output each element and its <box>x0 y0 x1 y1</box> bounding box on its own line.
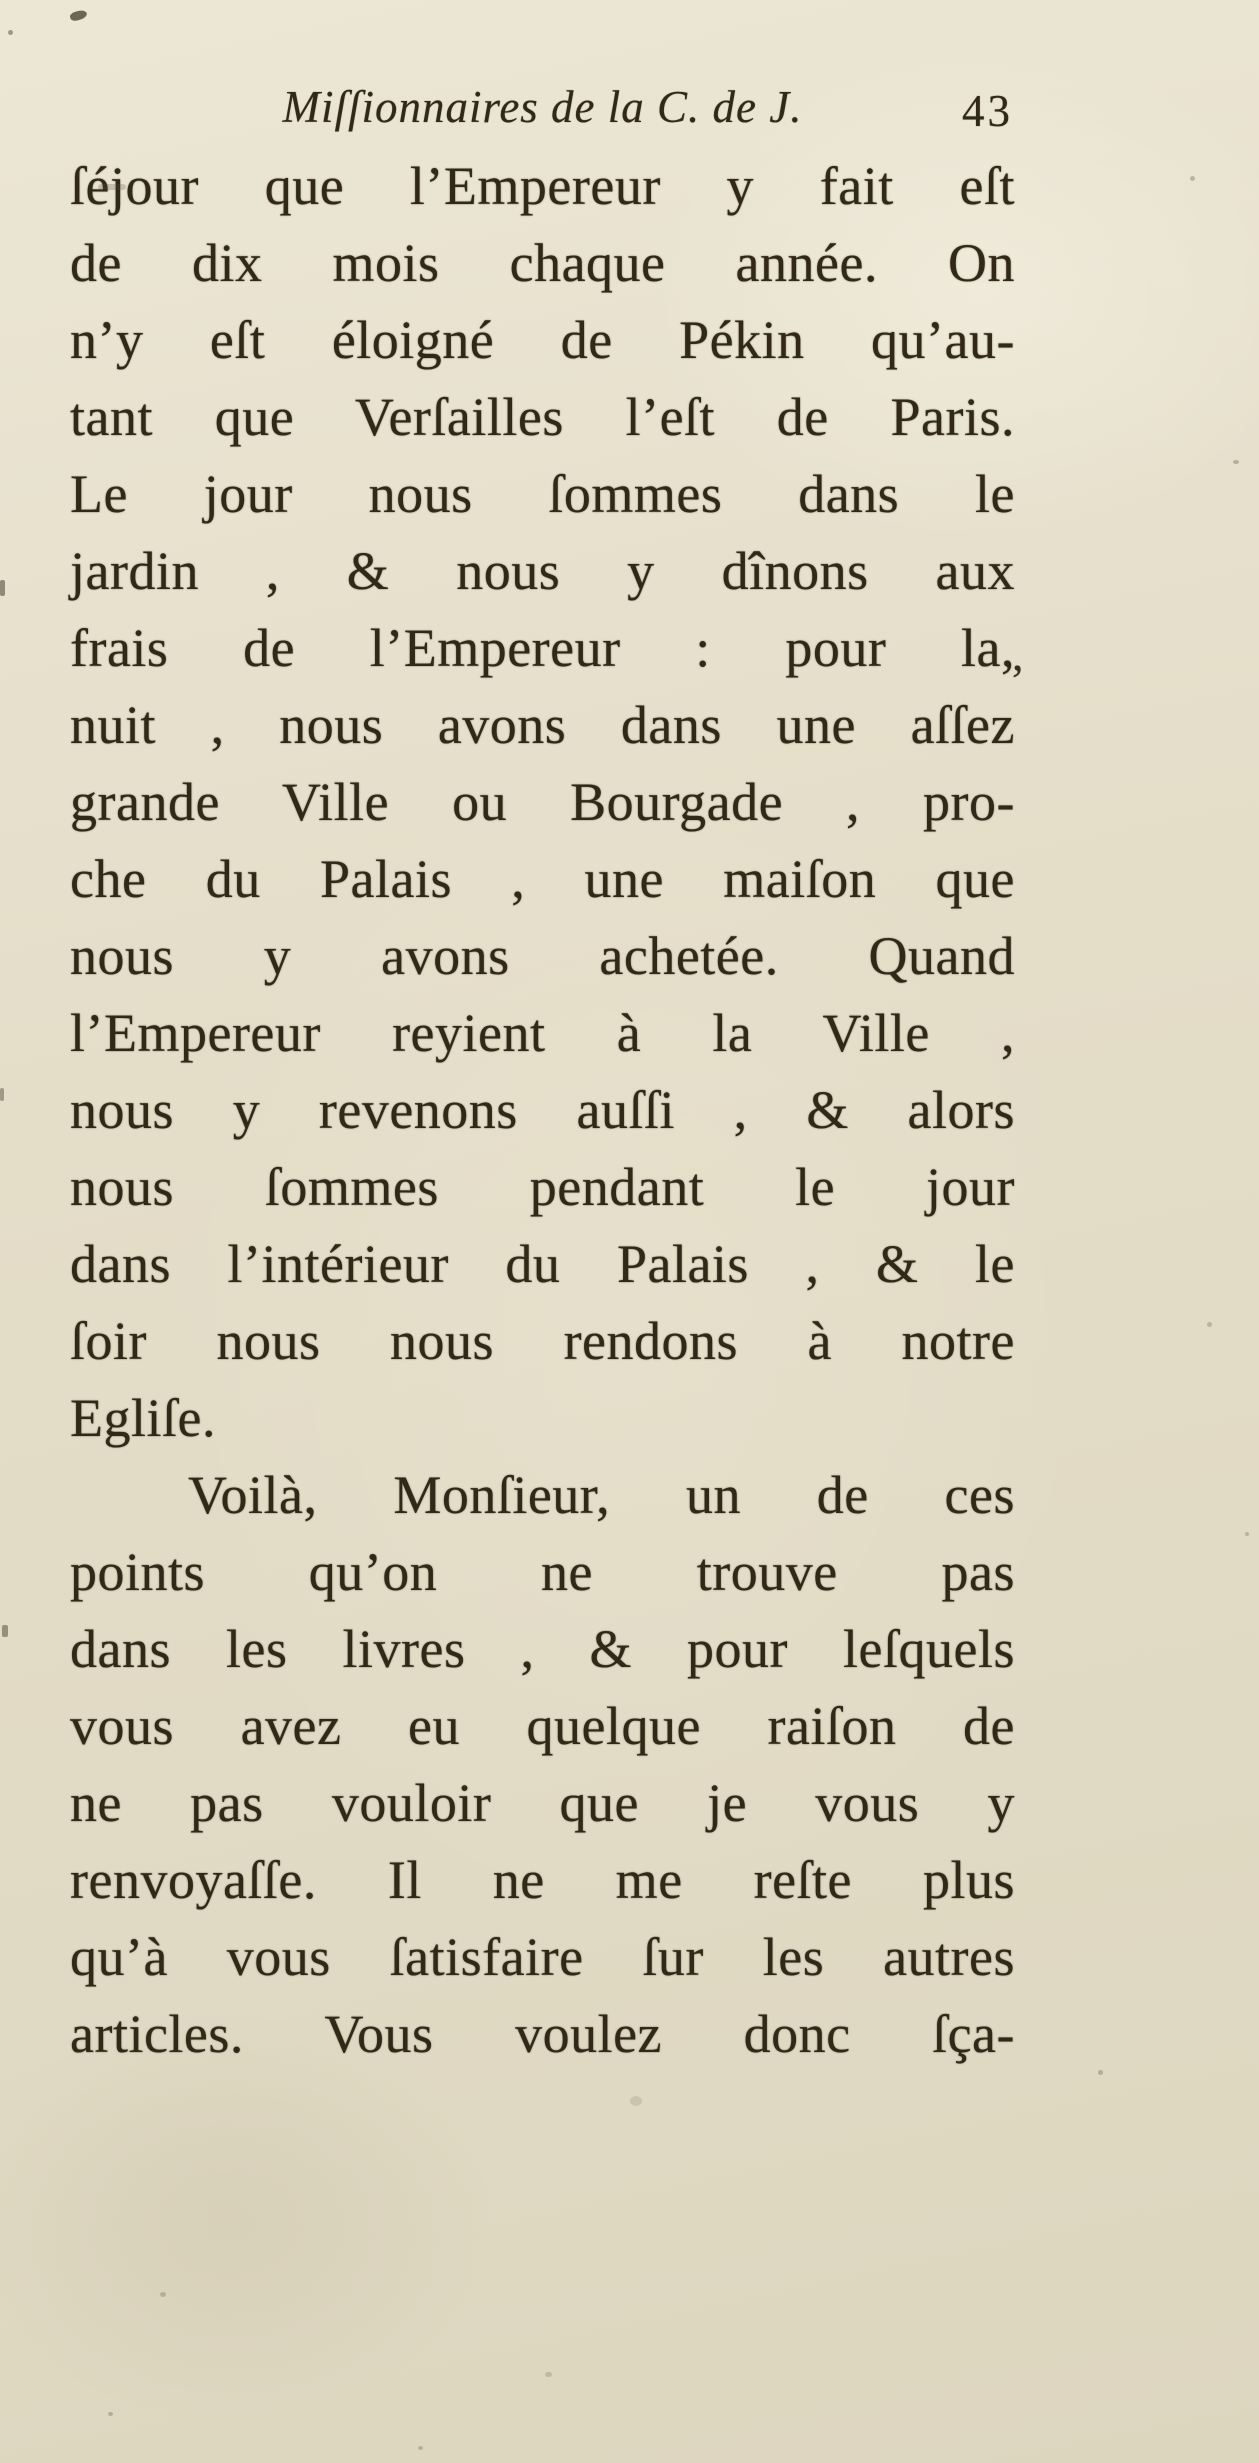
text-line: dans les livres , & pour leſquels <box>70 1619 1015 1679</box>
text-line: ne pas vouloir que je vous y <box>70 1773 1015 1833</box>
text-line: ſoir nous nous rendons à notre <box>70 1311 1015 1371</box>
text-line: nous y avons achetée. Quand <box>70 926 1015 986</box>
text-line: n’y eſt éloigné de Pékin qu’au- <box>70 310 1015 370</box>
running-title: Miſſionnaires de la C. de J. <box>282 82 803 132</box>
gutter-ink-mark <box>2 1625 8 1637</box>
ink-speck <box>8 30 13 35</box>
ink-speck <box>69 9 88 23</box>
text-line: tant que Verſailles l’eſt de Paris. <box>70 387 1015 447</box>
page-number: 43 <box>962 86 1013 136</box>
paper-speck <box>1245 1532 1249 1536</box>
text-line: vous avez eu quelque raiſon de <box>70 1696 1015 1756</box>
paper-smudge <box>630 2096 642 2106</box>
text-line: Voilà, Monſieur, un de ces <box>188 1465 1015 1525</box>
text-line: Le jour nous ſommes dans le <box>70 464 1015 524</box>
text-line: ſéjour que l’Empereur y fait eſt <box>70 156 1015 216</box>
text-line: points qu’on ne trouve pas <box>70 1542 1015 1602</box>
gutter-ink-mark <box>0 1088 4 1101</box>
text-line: nous ſommes pendant le jour <box>70 1157 1015 1217</box>
text-line: grande Ville ou Bourgade , pro- <box>70 772 1015 832</box>
text-block <box>70 76 1015 2073</box>
text-line: che du Palais , une maiſon que <box>70 849 1015 909</box>
text-line: de dix mois chaque année. On <box>70 233 1015 293</box>
paper-speck <box>1098 2070 1103 2075</box>
body-text <box>70 148 1015 2073</box>
running-header <box>70 76 1015 148</box>
text-line: nuit , nous avons dans une aſſez <box>70 695 1015 755</box>
text-line: articles. Vous voulez donc ſça- <box>70 2004 1015 2064</box>
paper-speck <box>160 2292 166 2297</box>
text-line: l’Empereur reyient à la Ville , <box>70 1003 1015 1063</box>
text-line: renvoyaſſe. Il ne me reſte plus <box>70 1850 1015 1910</box>
ink-smudge <box>98 184 126 190</box>
text-line: qu’à vous ſatisfaire ſur les autres <box>70 1927 1015 1987</box>
text-line: jardin , & nous y dînons aux <box>70 541 1015 601</box>
text-line: frais de l’Empereur : pour la, <box>70 618 1015 678</box>
text-line: dans l’intérieur du Palais , & le <box>70 1234 1015 1294</box>
stray-ink-mark: , <box>1012 629 1024 680</box>
text-line: Egliſe. <box>70 1388 216 1448</box>
paper-speck <box>1233 460 1239 464</box>
paper-speck <box>1190 176 1195 181</box>
paper-speck <box>545 2372 552 2377</box>
paper-speck <box>418 2446 423 2450</box>
text-line: nous y revenons auſſi , & alors <box>70 1080 1015 1140</box>
paper-speck <box>1207 1322 1212 1327</box>
gutter-ink-mark <box>0 580 5 596</box>
paper-speck <box>108 2412 113 2416</box>
